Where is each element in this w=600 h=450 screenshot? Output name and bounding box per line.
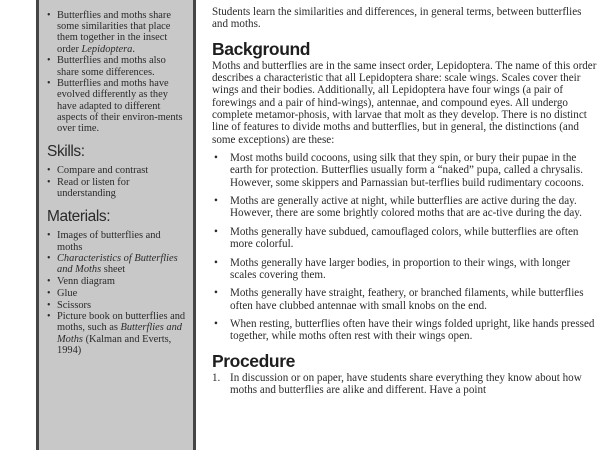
background-bullets (212, 152, 597, 343)
list-item (47, 311, 187, 356)
main-content (212, 0, 597, 397)
materials-list (47, 230, 187, 356)
procedure-steps (212, 372, 597, 397)
text: Butterflies and moths have evolved differently as they have adapted to different aspects of their environ-ments over time. (57, 78, 183, 135)
text: Scissors (57, 299, 92, 311)
list-item: • Moths generally have subdued, camouflaged colors, while butterflies are often more colorful. (212, 226, 597, 251)
procedure-step (212, 372, 597, 397)
step-text: In discussion or on paper, have students share everything they know about how moths and butterflies are alike and different. Have a point (230, 372, 582, 397)
skills-heading: Skills: (47, 143, 85, 161)
list-item (47, 230, 187, 252)
list-item (47, 276, 187, 287)
skills-list (47, 165, 187, 199)
italic-text: Butterflies and Moths (57, 322, 182, 345)
text: sheet (101, 264, 126, 276)
text: Venn diagram (57, 276, 115, 288)
text: Images of butterflies and moths (57, 230, 161, 253)
list-item: • Most moths build cocoons, using silk that they spin, or bury their pupae in the earth for protection. Butterflies usually form a “naked” pupa, called a chrysalis. However, some skippers and Parnassian but-terflies build rudimentary cocoons. (212, 152, 597, 189)
background-paragraph: Moths and butterflies are in the same insect order, Lepidoptera. The name of this order describes a characteristic that all Lepidoptera share: scale wings. Scales cover their wings and their bodies. Additionally, all Lepidoptera have four wings (a pair of forewings and a pair of hind-wings), antennae, and compound eyes. All undergo complete metamor-phosis, with larvae that molt as they develop. There is no distinct line of features to divide moths and butterflies, but in general, the distinctions (and some exceptions) are these: (212, 59, 597, 146)
text: Butterflies and moths share some similarities that place them together in the insect order (57, 10, 171, 55)
text: Picture book on butterflies and moths, such as (57, 311, 186, 334)
procedure-heading: Procedure (212, 350, 295, 371)
list-item (47, 55, 187, 77)
step-number: 1. (212, 372, 221, 385)
text: Glue (57, 287, 78, 299)
text: . (132, 43, 135, 55)
list-item: • Moths generally have straight, feathery, or branched filaments, while butterflies often have clubbed antennae with small knobs on the end. (212, 287, 597, 312)
list-item (47, 288, 187, 299)
italic-text: Lepidoptera (81, 43, 133, 55)
italic-text: Characteristics of Butterflies and Moths (57, 253, 178, 276)
list-item (47, 10, 187, 55)
list-item (47, 253, 187, 275)
list-item: • When resting, butterflies often have their wings folded upright, like hands pressed together, while moths often rest with their wings open. (212, 318, 597, 343)
background-heading: Background (212, 38, 311, 59)
list-item: • Compare and contrast (47, 165, 187, 176)
list-item (47, 300, 187, 311)
concepts-list (47, 10, 187, 134)
text: (Kalman and Everts, 1994) (57, 333, 172, 356)
list-item: • Read or listen for understanding (47, 177, 187, 199)
text: Butterflies and moths also share some differences. (57, 55, 166, 78)
list-item: • Moths are generally active at night, while butterflies are active during the day. However, there are some brightly colored moths that are ac-tive during the day. (212, 195, 597, 220)
list-item: • Moths generally have larger bodies, in proportion to their wings, with longer scales covering them. (212, 257, 597, 282)
materials-heading: Materials: (47, 208, 111, 226)
sidebar-panel (36, 0, 196, 450)
list-item (47, 78, 187, 134)
intro-paragraph: Students learn the similarities and differences, in general terms, between butterflies and moths. (212, 6, 582, 31)
